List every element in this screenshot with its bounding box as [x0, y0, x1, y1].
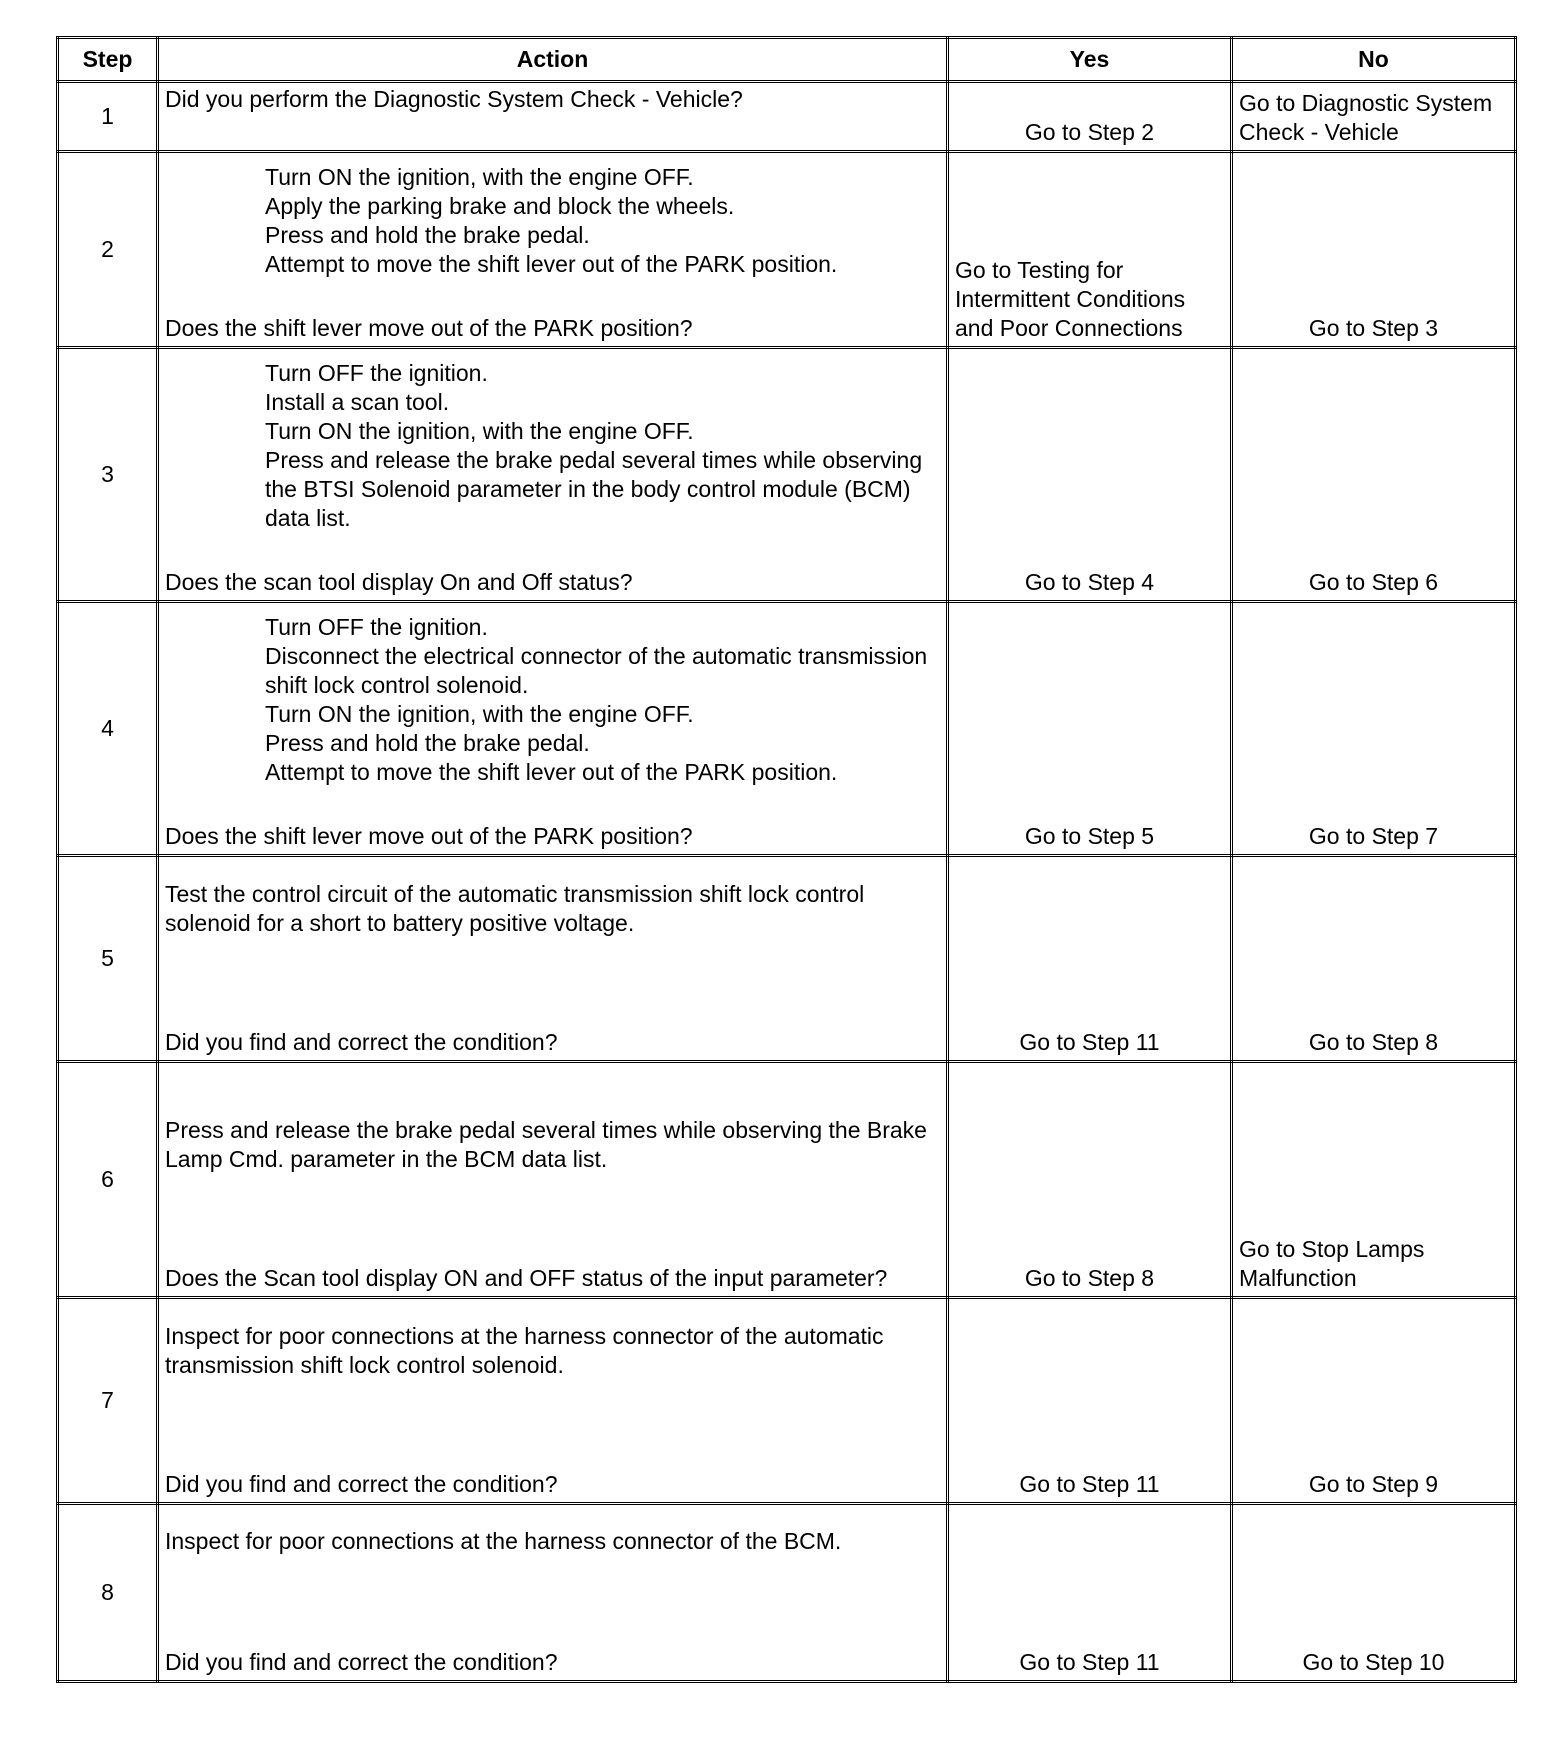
yes-cell: Go to Testing for Intermittent Conditions and Poor Connections [948, 152, 1232, 348]
action-substep: Disconnect the electrical connector of the automatic transmission shift lock control solenoid. [265, 643, 928, 698]
no-cell: Go to Step 6 [1232, 348, 1516, 602]
table-row [58, 856, 1516, 1062]
yes-cell: Go to Step 11 [948, 1504, 1232, 1682]
action-intro: Inspect for poor connections at the harness connector of the automatic transmission shift lock control solenoid. [165, 1323, 884, 1378]
action-intro: Press and release the brake pedal several times while observing the Brake Lamp Cmd. parameter in the BCM data list. [165, 1117, 927, 1172]
header-step: Step [58, 38, 158, 82]
yes-cell: Go to Step 4 [948, 348, 1232, 602]
yes-cell: Go to Step 8 [948, 1062, 1232, 1298]
step-number: 5 [58, 856, 158, 1062]
action-question: Did you find and correct the condition? [165, 1471, 558, 1497]
action-intro: Inspect for poor connections at the harness connector of the BCM. [165, 1528, 842, 1554]
action-substep: Turn ON the ignition, with the engine OFF. [265, 418, 694, 444]
step-number: 3 [58, 348, 158, 602]
no-cell: Go to Diagnostic System Check - Vehicle [1232, 82, 1516, 152]
action-cell [158, 82, 948, 152]
action-substeps [165, 359, 940, 533]
no-cell: Go to Step 10 [1232, 1504, 1516, 1682]
action-substep: Turn OFF the ignition. [265, 360, 488, 386]
action-substeps [165, 163, 940, 279]
action-substep: Attempt to move the shift lever out of the PARK position. [265, 251, 838, 277]
action-cell [158, 1298, 948, 1504]
step-number: 6 [58, 1062, 158, 1298]
table-row [58, 602, 1516, 856]
action-cell [158, 152, 948, 348]
no-cell: Go to Step 8 [1232, 856, 1516, 1062]
action-intro: Test the control circuit of the automatic transmission shift lock control solenoid for a short to battery positive voltage. [165, 881, 865, 936]
action-question: Did you find and correct the condition? [165, 1649, 558, 1675]
action-substep: Apply the parking brake and block the wheels. [265, 193, 735, 219]
yes-cell: Go to Step 11 [948, 1298, 1232, 1504]
table-row [58, 1504, 1516, 1682]
no-cell: Go to Stop Lamps Malfunction [1232, 1062, 1516, 1298]
step-number: 4 [58, 602, 158, 856]
step-number: 2 [58, 152, 158, 348]
action-substep: Press and release the brake pedal several times while observing the BTSI Solenoid parameter in the body control module (BCM) data list. [265, 447, 923, 531]
action-intro: Did you perform the Diagnostic System Check - Vehicle? [165, 86, 743, 112]
action-cell [158, 1062, 948, 1298]
action-cell [158, 602, 948, 856]
action-substep: Attempt to move the shift lever out of the PARK position. [265, 759, 838, 785]
table-row [58, 1062, 1516, 1298]
step-number: 1 [58, 82, 158, 152]
no-cell: Go to Step 3 [1232, 152, 1516, 348]
table-row [58, 152, 1516, 348]
action-substep: Turn OFF the ignition. [265, 614, 488, 640]
action-substep: Press and hold the brake pedal. [265, 222, 590, 248]
step-number: 7 [58, 1298, 158, 1504]
no-cell: Go to Step 9 [1232, 1298, 1516, 1504]
header-no: No [1232, 38, 1516, 82]
yes-cell: Go to Step 11 [948, 856, 1232, 1062]
table-row [58, 1298, 1516, 1504]
action-question: Does the shift lever move out of the PARK position? [165, 315, 693, 341]
action-substep: Press and hold the brake pedal. [265, 730, 590, 756]
step-number: 8 [58, 1504, 158, 1682]
header-action: Action [158, 38, 948, 82]
action-substeps [165, 613, 940, 787]
table-row [58, 348, 1516, 602]
yes-cell: Go to Step 2 [948, 82, 1232, 152]
yes-cell: Go to Step 5 [948, 602, 1232, 856]
header-yes: Yes [948, 38, 1232, 82]
header-row [58, 38, 1516, 82]
action-cell [158, 856, 948, 1062]
action-question: Does the Scan tool display ON and OFF status of the input parameter? [165, 1265, 888, 1291]
action-substep: Turn ON the ignition, with the engine OFF. [265, 164, 694, 190]
action-question: Does the scan tool display On and Off status? [165, 569, 633, 595]
action-question: Does the shift lever move out of the PARK position? [165, 823, 693, 849]
action-substep: Turn ON the ignition, with the engine OFF. [265, 701, 694, 727]
action-question: Did you find and correct the condition? [165, 1029, 558, 1055]
action-substep: Install a scan tool. [265, 389, 450, 415]
no-cell: Go to Step 7 [1232, 602, 1516, 856]
action-cell [158, 348, 948, 602]
action-cell [158, 1504, 948, 1682]
diagnostic-table [56, 36, 1517, 1683]
table-row [58, 82, 1516, 152]
